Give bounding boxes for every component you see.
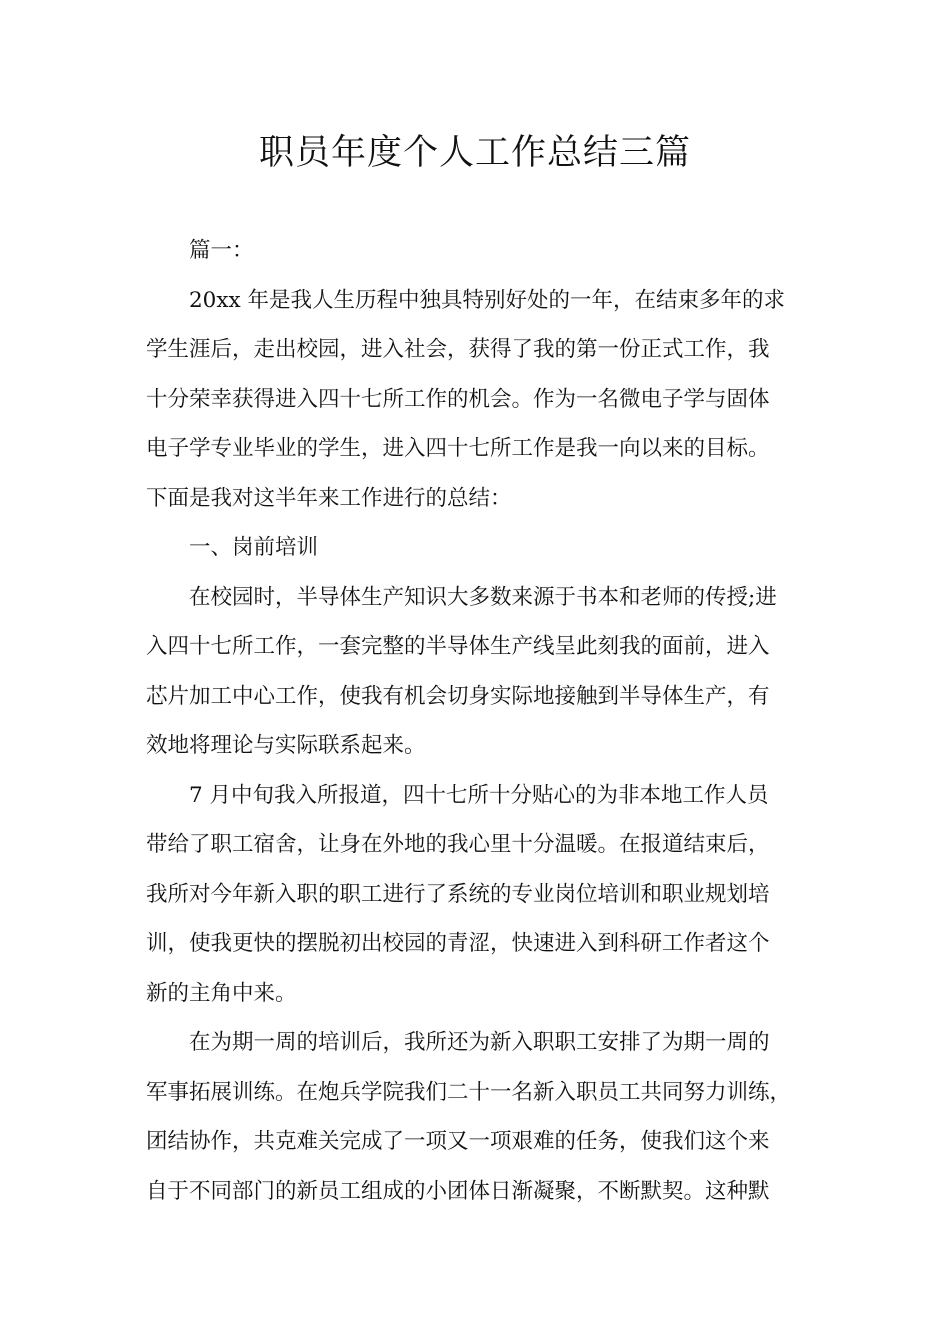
body-line: 学生涯后，走出校园，进入社会，获得了我的第一份正式工作，我 — [146, 337, 770, 362]
body-line: 下面是我对这半年来工作进行的总结： — [146, 485, 512, 511]
body-line: 芯片加工中心工作，使我有机会切身实际地接触到半导体生产，有 — [146, 683, 770, 709]
body-line: 训，使我更快的摆脱初出校园的青涩，快速进入到科研工作者这个 — [146, 931, 770, 956]
document-body — [146, 226, 816, 1216]
body-line: 我所对今年新入职的职工进行了系统的专业岗位培训和职业规划培 — [146, 881, 770, 907]
body-line: 在校园时，半导体生产知识大多数来源于书本和老师的传授;进 — [189, 584, 777, 610]
body-line: 一、岗前培训 — [189, 535, 319, 560]
body-line: 7 月中旬我入所报道，四十七所十分贴心的为非本地工作人员 — [189, 782, 769, 808]
document-title: 职员年度个人工作总结三篇 — [258, 133, 691, 173]
body-line: 20xx 年是我人生历程中独具特别好处的一年，在结束多年的求 — [189, 287, 785, 313]
body-line: 自于不同部门的新员工组成的小团体日渐凝聚，不断默契。这种默 — [146, 1178, 770, 1204]
body-line: 十分荣幸获得进入四十七所工作的机会。作为一名微电子学与固体 — [146, 386, 770, 412]
body-line: 新的主角中来。 — [146, 980, 297, 1006]
body-line: 在为期一周的培训后，我所还为新入职职工安排了为期一周的 — [189, 1030, 770, 1055]
body-line: 电子学专业毕业的学生，进入四十七所工作是我一向以来的目标。 — [146, 436, 770, 461]
body-line: 带给了职工宿舍，让身在外地的我心里十分温暖。在报道结束后， — [146, 832, 770, 857]
body-line: 军事拓展训练。在炮兵学院我们二十一名新入职员工共同努力训练， — [146, 1079, 792, 1105]
body-line: 团结协作，共克难关完成了一项又一项艰难的任务，使我们这个来 — [146, 1129, 770, 1154]
body-line: 篇一： — [189, 238, 254, 263]
body-line: 效地将理论与实际联系起来。 — [146, 733, 426, 758]
body-line: 入四十七所工作，一套完整的半导体生产线呈此刻我的面前，进入 — [146, 634, 770, 659]
